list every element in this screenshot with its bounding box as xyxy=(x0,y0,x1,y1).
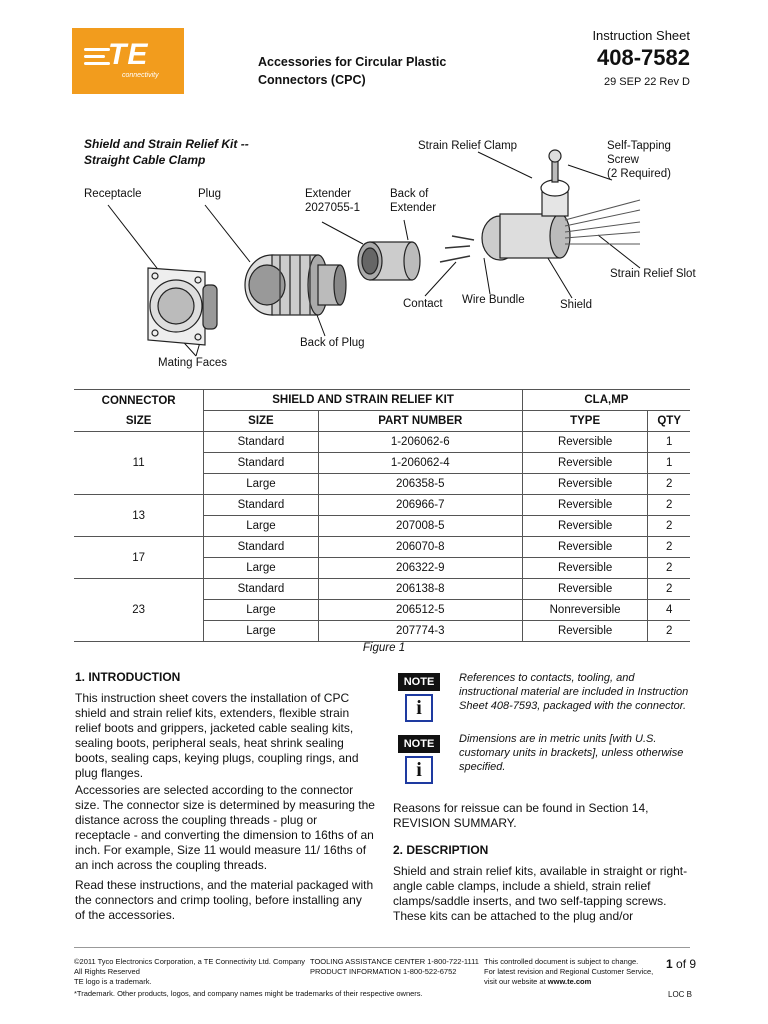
table-body xyxy=(74,432,690,642)
description-heading: 2. DESCRIPTION xyxy=(393,843,489,857)
label-extender: Extender xyxy=(305,188,352,200)
footer-copyright: ©2011 Tyco Electronics Corporation, a TE Connectivity Ltd. Company All Rights Reserved TE logo is a trademark. xyxy=(74,957,306,986)
figure-label: Figure 1 xyxy=(362,642,406,654)
logo-text: TE xyxy=(108,38,149,71)
label-strain-relief-slot: Strain Relief Slot xyxy=(610,268,696,280)
note-text-1: References to contacts, tooling, and instructional material are included in Instruction Sheet 408-7593, packaged with the connector. xyxy=(459,672,689,712)
cell-kit-size: Standard xyxy=(204,495,318,516)
info-icon: i xyxy=(405,694,433,722)
footer-notice: This controlled document is subject to change. For latest revision and Regional Customer Service, visit our website at www.te.com xyxy=(484,957,654,986)
cell-qty: 2 xyxy=(648,474,690,495)
col-clamp-header: CLA,MP xyxy=(522,390,690,411)
label-strain-relief-clamp: Strain Relief Clamp xyxy=(418,140,518,152)
table-row xyxy=(74,432,690,453)
introduction-paragraph-2: Accessories are selected according to the connector size. The connector size is determined by measuring the distance across the coupling threads - plug or receptacle - and converting the dimension to 16ths of an inch. For example, Size 11 would measure 11/ 16ths of an inch across the coupling threads. xyxy=(75,783,375,872)
cell-part: 1-206062-4 xyxy=(318,453,522,474)
label-plug: Plug xyxy=(198,188,222,200)
label-shield: Shield xyxy=(560,299,592,311)
cell-type: Nonreversible xyxy=(522,600,648,621)
plug-drawing xyxy=(245,255,346,315)
reissue-paragraph: Reasons for reissue can be found in Section 14, REVISION SUMMARY. xyxy=(393,801,649,830)
note-tag: NOTE xyxy=(398,735,440,753)
cell-part: 206138-8 xyxy=(318,579,522,600)
connector-size-cell: 13 xyxy=(74,495,204,537)
cell-part: 206512-5 xyxy=(318,600,522,621)
label-mating-faces: Mating Faces xyxy=(158,357,228,369)
introduction-paragraph-3: Read these instructions, and the material packaged with the connectors and crimp tooling, before installing any of the accessories. xyxy=(75,878,374,922)
cell-qty: 2 xyxy=(648,621,690,642)
sheet-number: 408-7582 xyxy=(597,45,690,70)
footer-trademark-note: *Trademark. Other products, logos, and company names might be trademarks of their respective owners. xyxy=(74,989,423,998)
sheet-date: 29 SEP 22 Rev D xyxy=(603,76,690,88)
label-contact: Contact xyxy=(403,298,443,310)
cell-qty: 2 xyxy=(648,558,690,579)
label-back-of-extender-1: Back of xyxy=(390,188,429,200)
contact-drawing xyxy=(440,236,474,262)
col-type: TYPE xyxy=(522,411,648,432)
page-number: 1 of 9 xyxy=(666,957,697,971)
introduction-heading: 1. INTRODUCTION xyxy=(75,670,181,684)
connector-size-cell: 23 xyxy=(74,579,204,642)
cell-qty: 2 xyxy=(648,495,690,516)
table-row xyxy=(74,495,690,516)
cell-type: Reversible xyxy=(522,516,648,537)
cell-part: 207008-5 xyxy=(318,516,522,537)
cell-qty: 4 xyxy=(648,600,690,621)
wire-bundle-drawing xyxy=(565,200,640,244)
cell-kit-size: Standard xyxy=(204,537,318,558)
cell-type: Reversible xyxy=(522,453,648,474)
cell-type: Reversible xyxy=(522,537,648,558)
cell-qty: 1 xyxy=(648,453,690,474)
label-receptacle: Receptacle xyxy=(84,188,142,200)
cell-type: Reversible xyxy=(522,432,648,453)
footer-contact: TOOLING ASSISTANCE CENTER 1-800-722-1111 PRODUCT INFORMATION 1-800-522-6752 xyxy=(310,957,479,976)
label-screw-3: (2 Required) xyxy=(607,168,671,180)
connector-size-cell: 17 xyxy=(74,537,204,579)
cell-qty: 1 xyxy=(648,432,690,453)
note-box-2 xyxy=(398,735,440,784)
cell-part: 1-206062-6 xyxy=(318,432,522,453)
label-screw-1: Self-Tapping xyxy=(607,140,671,152)
cell-kit-size: Large xyxy=(204,600,318,621)
label-wire-bundle: Wire Bundle xyxy=(462,294,525,306)
cell-type: Reversible xyxy=(522,558,648,579)
cell-kit-size: Large xyxy=(204,474,318,495)
note-box-1 xyxy=(398,673,440,722)
cell-kit-size: Large xyxy=(204,516,318,537)
col-kit-header: SHIELD AND STRAIN RELIEF KIT xyxy=(204,390,523,411)
cell-part: 206322-9 xyxy=(318,558,522,579)
cell-part: 206070-8 xyxy=(318,537,522,558)
receptacle-drawing xyxy=(148,268,217,345)
cell-type: Reversible xyxy=(522,495,648,516)
col-kit-size: SIZE xyxy=(204,411,318,432)
col-connector-size: CONNECTOR SIZE xyxy=(74,390,204,432)
cell-qty: 2 xyxy=(648,579,690,600)
cell-type: Reversible xyxy=(522,474,648,495)
logo-subtext: connectivity xyxy=(122,72,159,79)
accessory-kit-table xyxy=(74,389,690,642)
extender-drawing xyxy=(358,242,420,280)
cell-part: 206966-7 xyxy=(318,495,522,516)
connector-size-cell: 11 xyxy=(74,432,204,495)
col-qty: QTY xyxy=(648,411,690,432)
cell-type: Reversible xyxy=(522,579,648,600)
col-part-number: PART NUMBER xyxy=(318,411,522,432)
figure-caption: Shield and Strain Relief Kit -- Straight Cable Clamp xyxy=(84,137,249,167)
cell-kit-size: Large xyxy=(204,558,318,579)
cell-qty: 2 xyxy=(648,537,690,558)
cell-type: Reversible xyxy=(522,621,648,642)
website-link[interactable]: www.te.com xyxy=(547,977,592,986)
description-paragraph: Shield and strain relief kits, available in straight or right-angle cable clamps, include a shield, strain relief clamps/saddle inserts, and two self-tapping screws. These kits can be attached to the plug and/or xyxy=(393,864,688,923)
footer-divider xyxy=(74,947,690,948)
label-back-of-plug: Back of Plug xyxy=(300,337,365,349)
note-text-2: Dimensions are in metric units [with U.S. customary units in brackets], unless otherwise specified. xyxy=(459,733,684,773)
cell-part: 207774-3 xyxy=(318,621,522,642)
cell-kit-size: Standard xyxy=(204,579,318,600)
label-back-of-extender-2: Extender xyxy=(390,202,437,214)
label-screw-2: Screw xyxy=(607,154,639,166)
cell-kit-size: Standard xyxy=(204,432,318,453)
note-tag: NOTE xyxy=(398,673,440,691)
cell-qty: 2 xyxy=(648,516,690,537)
shield-drawing xyxy=(482,150,570,260)
sheet-label: Instruction Sheet xyxy=(592,28,690,43)
location-code: LOC B xyxy=(668,990,693,999)
document-title: Accessories for Circular Plastic Connectors (CPC) xyxy=(258,55,447,87)
introduction-paragraph-1: This instruction sheet covers the installation of CPC shield and strain relief kits, extenders, flexible strain relief boots and grippers, jacketed cable sealing kits, sealing boots, peripheral seals, heat shrink sealing boots, sealing caps, keying plugs, coupling rings, and plug flanges. xyxy=(75,691,359,780)
cell-part: 206358-5 xyxy=(318,474,522,495)
cell-kit-size: Large xyxy=(204,621,318,642)
table-row xyxy=(74,579,690,600)
cell-kit-size: Standard xyxy=(204,453,318,474)
table-row xyxy=(74,537,690,558)
label-extender-pn: 2027055-1 xyxy=(305,202,360,214)
info-icon: i xyxy=(405,756,433,784)
